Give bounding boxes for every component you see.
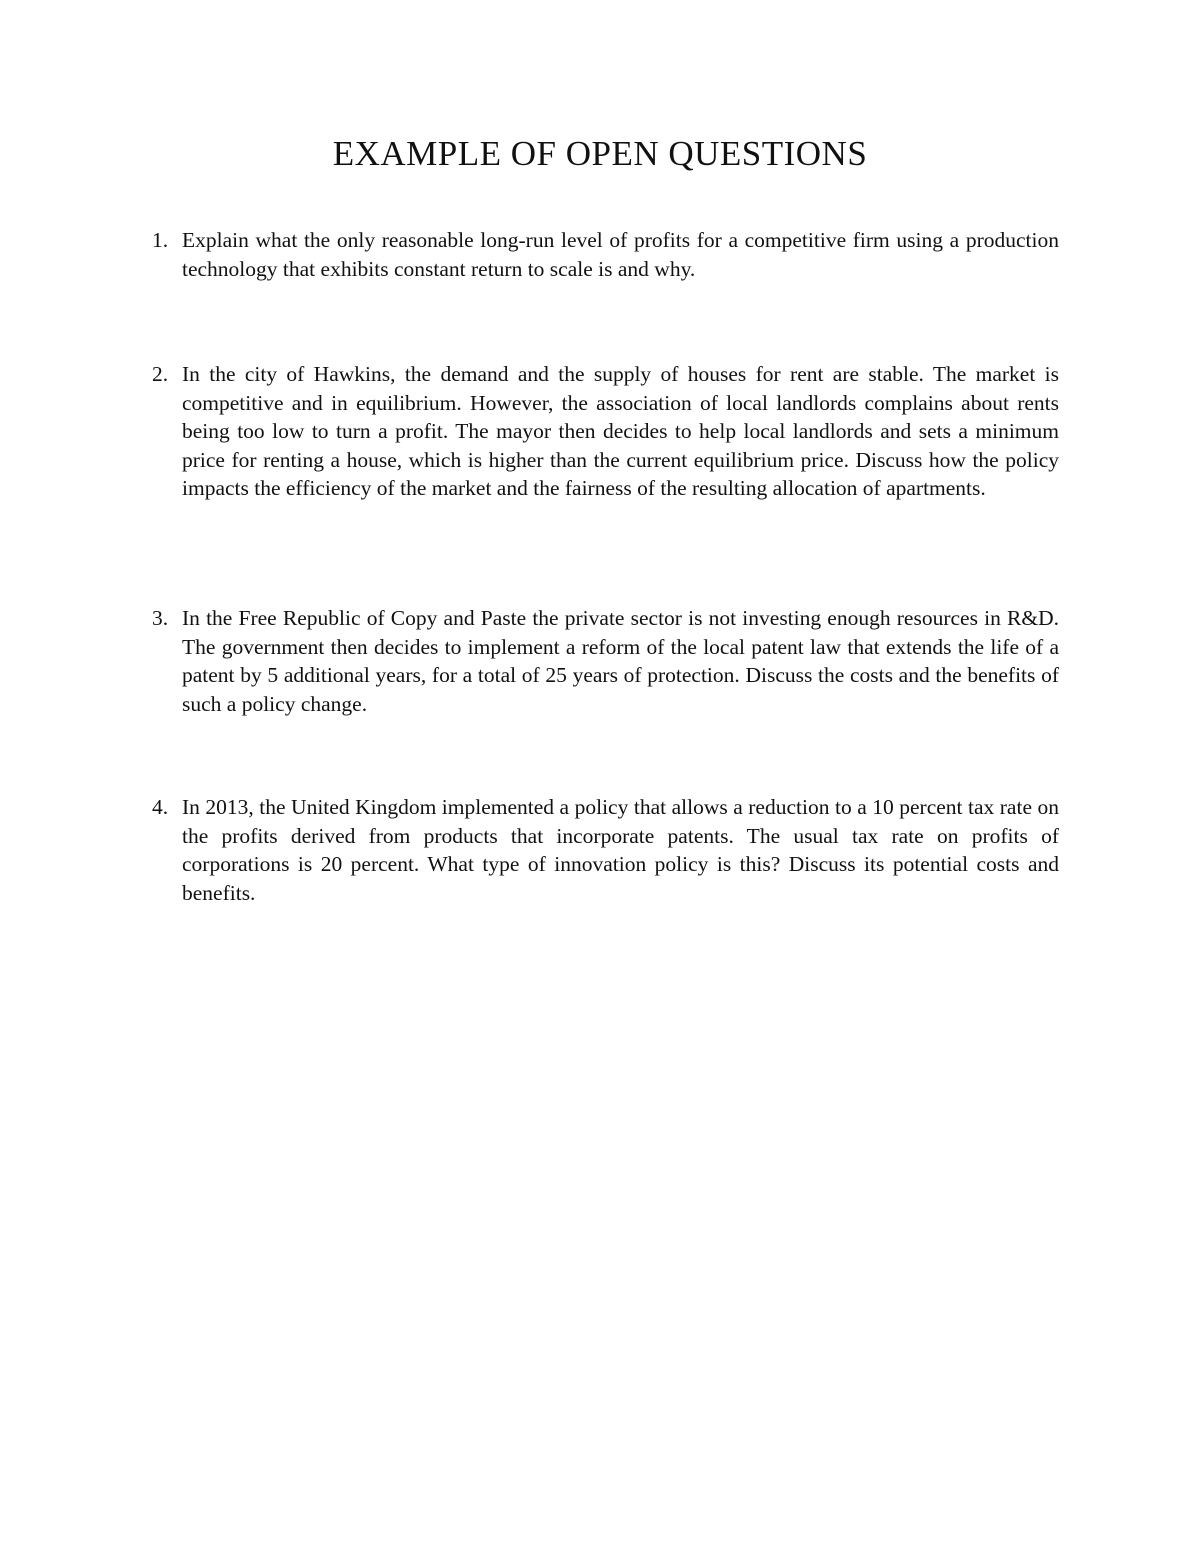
question-text: In the city of Hawkins, the demand and the supply of houses for rent are stable. The market is competitive and in equilibrium. However, the association of local landlords complains about rents being too low to turn a profit. The mayor then decides to help local landlords and sets a minimum price for renting a house, which is higher than the current equilibrium price. Discuss how the policy impacts the efficiency of the market and the fairness of the resulting allocation of apartments. <box>182 362 1059 501</box>
question-number: 3. <box>152 606 169 630</box>
question-text: In 2013, the United Kingdom implemented a policy that allows a reduction to a 10 percent tax rate on the profits derived from products that incorporate patents. The usual tax rate on profits of corporations is 20 percent. What type of innovation policy is this? Discuss its potential costs and benefits. <box>182 795 1059 905</box>
question-item <box>152 360 1059 503</box>
question-item <box>152 604 1059 718</box>
question-number: 1. <box>152 228 169 252</box>
document-title: EXAMPLE OF OPEN QUESTIONS <box>332 134 868 173</box>
question-text: Explain what the only reasonable long-run level of profits for a competitive firm using a production technology that exhibits constant return to scale is and why. <box>182 228 1059 281</box>
question-number: 4. <box>152 795 169 819</box>
question-number: 2. <box>152 362 169 386</box>
question-item <box>152 226 1059 283</box>
question-item <box>152 793 1059 907</box>
question-text: In the Free Republic of Copy and Paste the private sector is not investing enough resources in R&D. The government then decides to implement a reform of the local patent law that extends the life of a patent by 5 additional years, for a total of 25 years of protection. Discuss the costs and the benefits of such a policy change. <box>182 606 1059 716</box>
